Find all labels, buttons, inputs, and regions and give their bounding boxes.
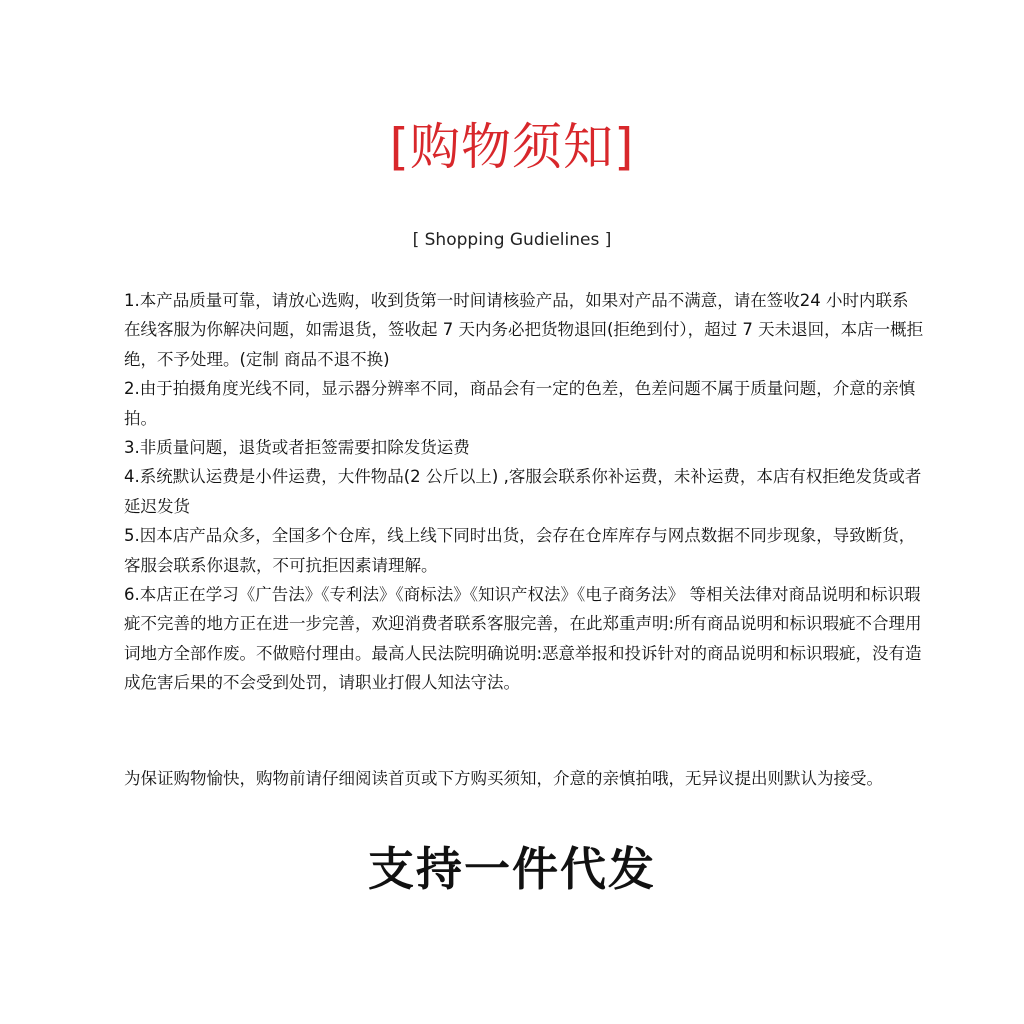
notice-item-3: 3.非质量问题，退货或者拒签需要扣除发货运费 bbox=[124, 438, 470, 458]
notice-list bbox=[124, 286, 924, 698]
notice-item-2: 2.由于拍摄角度光线不同，显示器分辨率不同，商品会有一定的色差，色差问题不属于质量问题，介意的亲慎拍。 bbox=[124, 379, 916, 428]
page-title: [购物须知] bbox=[389, 118, 635, 176]
notice-item-6: 6.本店正在学习《广告法》《专利法》《商标法》《知识产权法》《电子商务法》 等相关法律对商品说明和标识瑕疵不完善的地方正在进一步完善，欢迎消费者联系客服完善，在此郑重声明:所有商品说明和标识瑕疵不合理用词地方全部作废。不做赔付理由。最高人民法院明确说明:恶意举报和投诉针对的商品说明和标识瑕疵，没有造成危害后果的不会受到处罚，请职业打假人知法守法。 bbox=[124, 585, 922, 693]
notice-item-5: 5.因本店产品众多，全国多个仓库，线上线下同时出货，会存在仓库库存与网点数据不同步现象，导致断货，客服会联系你退款，不可抗拒因素请理解。 bbox=[124, 526, 916, 575]
acceptance-note: 为保证购物愉快，购物前请仔细阅读首页或下方购买须知，介意的亲慎拍哦，无异议提出则默认为接受。 bbox=[124, 769, 883, 788]
notice-item-1: 1.本产品质量可靠，请放心选购，收到货第一时间请核验产品，如果对产品不满意，请在签收24 小时内联系在线客服为你解决问题，如需退货，签收起 7 天内务必把货物退回(拒绝到付），超过 7 天未退回，本店一概拒绝，不予处理。(定制 商品不退不换) bbox=[124, 291, 924, 369]
dropship-banner: 支持一件代发 bbox=[368, 842, 656, 896]
page-subtitle: [ Shopping Gudielines ] bbox=[412, 230, 612, 250]
notice-item-4: 4.系统默认运费是小件运费，大件物品(2 公斤以上) ,客服会联系你补运费，未补运费，本店有权拒绝发货或者延迟发货 bbox=[124, 467, 922, 516]
